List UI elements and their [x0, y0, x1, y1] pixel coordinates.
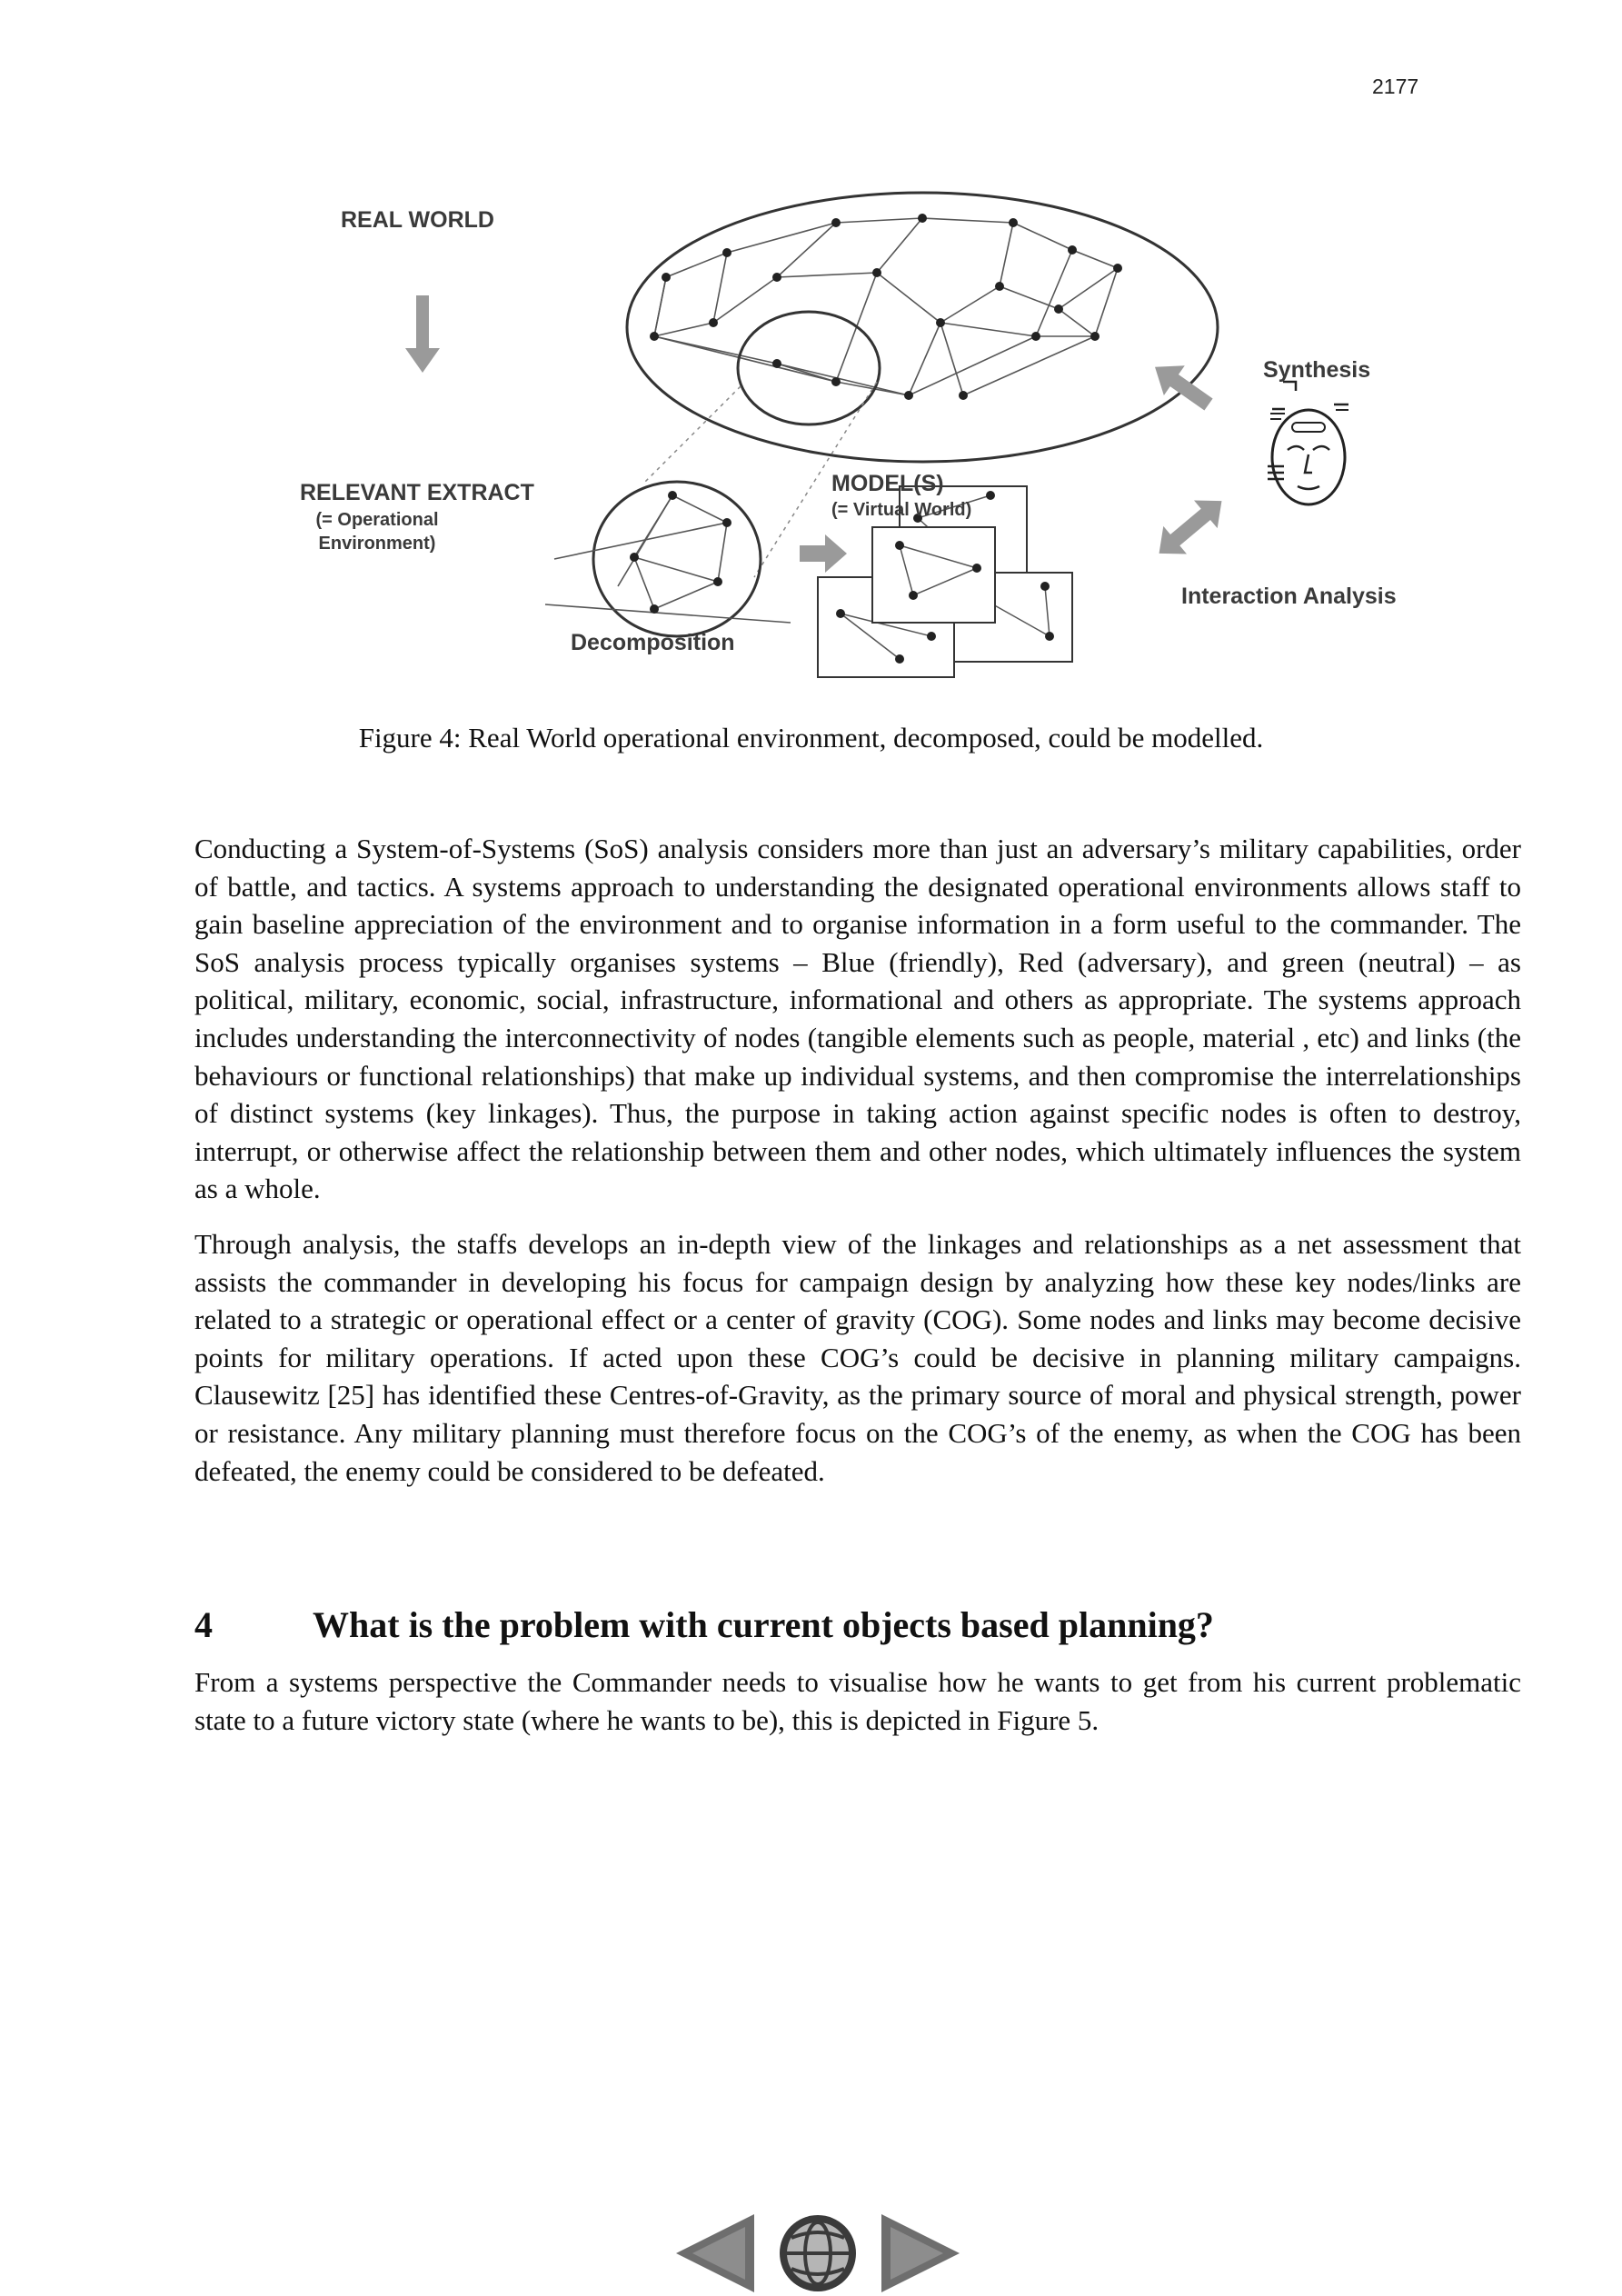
decomposition-ellipse — [593, 482, 761, 636]
figure-4-diagram — [273, 177, 1436, 691]
label-decomposition: Decomposition — [571, 630, 735, 655]
prev-page-button[interactable] — [672, 2211, 759, 2296]
label-relevant-extract-sub2: Environment) — [318, 534, 436, 554]
interaction-arrow-icon — [1148, 487, 1234, 567]
label-models-sub: (= Virtual World) — [831, 500, 972, 520]
analyst-head-icon — [1268, 382, 1348, 504]
right-arrow-icon — [800, 534, 847, 573]
next-arrow-icon — [877, 2211, 963, 2296]
real-world-network — [654, 218, 1118, 395]
decomposition-nodes — [630, 491, 731, 614]
label-real-world: REAL WORLD — [341, 207, 494, 233]
figure-caption: Figure 4: Real World operational environment, decomposed, could be modelled. — [358, 722, 1264, 754]
prev-arrow-icon — [672, 2211, 759, 2296]
extract-selection-ellipse — [738, 312, 880, 424]
label-relevant-extract-sub1: (= Operational — [315, 510, 439, 530]
label-interaction-analysis: Interaction Analysis — [1181, 584, 1397, 609]
section-heading — [194, 1602, 1521, 1648]
down-arrow-icon — [405, 295, 440, 373]
globe-icon — [772, 2211, 863, 2296]
paragraph-systems-perspective: From a systems perspective the Commander needs to visualise how he wants to get from his current problematic state to a future victory state (where he wants to be), this is depicted in Figure 5. — [194, 1666, 1521, 1736]
body-text-section-4 — [194, 1663, 1521, 1739]
section-number: 4 — [194, 1604, 213, 1645]
home-button[interactable] — [772, 2211, 863, 2296]
next-page-button[interactable] — [877, 2211, 963, 2296]
label-synthesis: Synthesis — [1263, 357, 1371, 383]
label-relevant-extract: RELEVANT EXTRACT — [300, 480, 534, 505]
real-world-ellipse — [627, 193, 1218, 462]
paragraph-sos-analysis: Conducting a System-of-Systems (SoS) analysis considers more than just an adversary’s military capabilities, order of battle, and tactics. A systems approach to understanding the designated operational environments allows staff to gain baseline appreciation of the environment and to organise information in a form useful to the commander. The SoS analysis process typically organises systems – Blue (friendly), Red (adversary), and green (neutral) – as political, military, economic, social, infrastructure, informational and others as appropriate. The systems approach includes understanding the interconnectivity of nodes (tangible elements such as people, material , etc) and links (the behaviours or functional relationships) that make up individual systems, and then compromise the interrelationships of distinct systems (key linkages). Thus, the purpose in taking action against specific nodes is often to destroy, interrupt, or otherwise affect the relationship between them and other nodes, which ultimately influences the system as a whole. — [194, 833, 1521, 1205]
paragraph-cog-analysis: Through analysis, the staffs develops an in-depth view of the linkages and relationships as a net assessment that assists the commander in developing his focus for campaign design by analyzing how these key nodes/links are related to a strategic or operational effect or a center of gravity (COG). Some nodes and links may become decisive points for military operations. If acted upon these COG’s could be decisive in planning military campaigns. Clausewitz [25] has identified these Centres-of-Gravity, as the primary source of moral and physical strength, power or resistance. Any military planning must therefore focus on the COG’s of the enemy, as when the COG has been defeated, the enemy could be considered to be defeated. — [194, 1227, 1521, 1487]
label-models: MODEL(S) — [831, 471, 944, 496]
page-number: 2177 — [1372, 75, 1419, 98]
body-text — [194, 830, 1521, 1490]
section-title: What is the problem with current objects based planning? — [313, 1604, 1214, 1645]
decomposition-network — [545, 495, 791, 623]
page-navigation — [672, 2211, 963, 2296]
figure-4 — [273, 177, 1436, 691]
